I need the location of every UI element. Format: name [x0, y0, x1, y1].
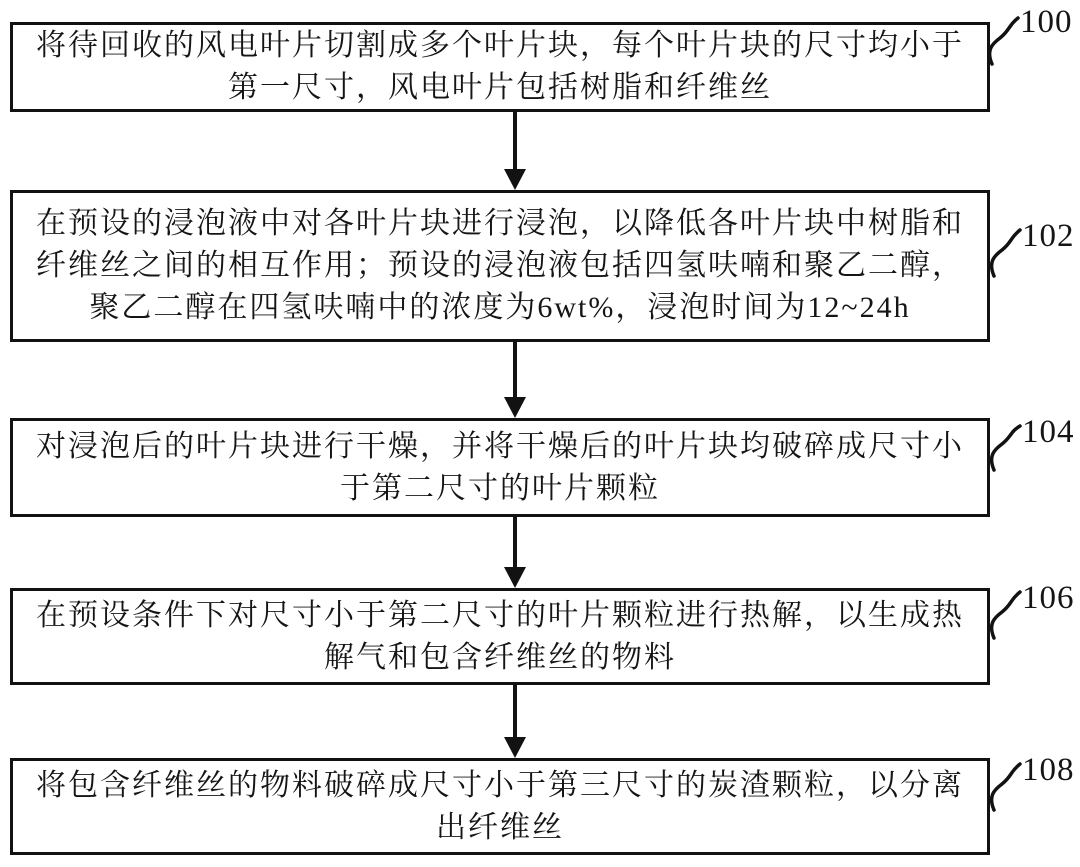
step-100-line-1: 将待回收的风电叶片切割成多个叶片块，每个叶片块的尺寸均小于 [36, 29, 964, 62]
ref-leader-108 [992, 764, 1020, 810]
step-108-line-2: 出纤维丝 [436, 810, 564, 844]
step-108-line-1: 将包含纤维丝的物料破碎成尺寸小于第三尺寸的炭渣颗粒，以分离 [36, 768, 964, 802]
step-box-102 [10, 190, 990, 342]
step-104-line-2: 于第二尺寸的叶片颗粒 [340, 471, 660, 505]
step-ref-100: 100 [1020, 4, 1073, 40]
step-ref-104: 104 [1022, 414, 1075, 450]
step-box-104 [10, 418, 990, 517]
step-102-line-3: 聚乙二醇在四氢呋喃中的浓度为6wt%，浸泡时间为12~24h [89, 291, 911, 324]
ref-leader-104 [992, 426, 1020, 470]
ref-leader-102 [992, 230, 1020, 276]
flow-arrow-1 [504, 112, 526, 190]
step-106-line-2: 解气和包含纤维丝的物料 [324, 640, 676, 674]
step-100-line-2: 第一尺寸，风电叶片包括树脂和纤维丝 [228, 71, 772, 104]
flow-arrow-4 [504, 685, 526, 758]
step-ref-102: 102 [1022, 218, 1075, 254]
flow-arrow-3 [504, 517, 526, 588]
flow-arrow-2 [504, 342, 526, 418]
step-box-106 [10, 588, 990, 685]
step-106-line-1: 在预设条件下对尺寸小于第二尺寸的叶片颗粒进行热解，以生成热 [36, 598, 964, 632]
step-ref-108: 108 [1022, 752, 1075, 788]
step-box-108 [10, 758, 990, 855]
step-104-line-1: 对浸泡后的叶片块进行干燥，并将干燥后的叶片块均破碎成尺寸小 [36, 429, 964, 463]
ref-leader-100 [990, 18, 1018, 64]
step-102-line-1: 在预设的浸泡液中对各叶片块进行浸泡，以降低各叶片块中树脂和 [36, 207, 964, 240]
step-ref-106: 106 [1022, 580, 1075, 616]
step-box-100 [10, 22, 990, 112]
step-102-line-2: 纤维丝之间的相互作用；预设的浸泡液包括四氢呋喃和聚乙二醇， [36, 249, 964, 282]
ref-leader-106 [992, 592, 1020, 638]
